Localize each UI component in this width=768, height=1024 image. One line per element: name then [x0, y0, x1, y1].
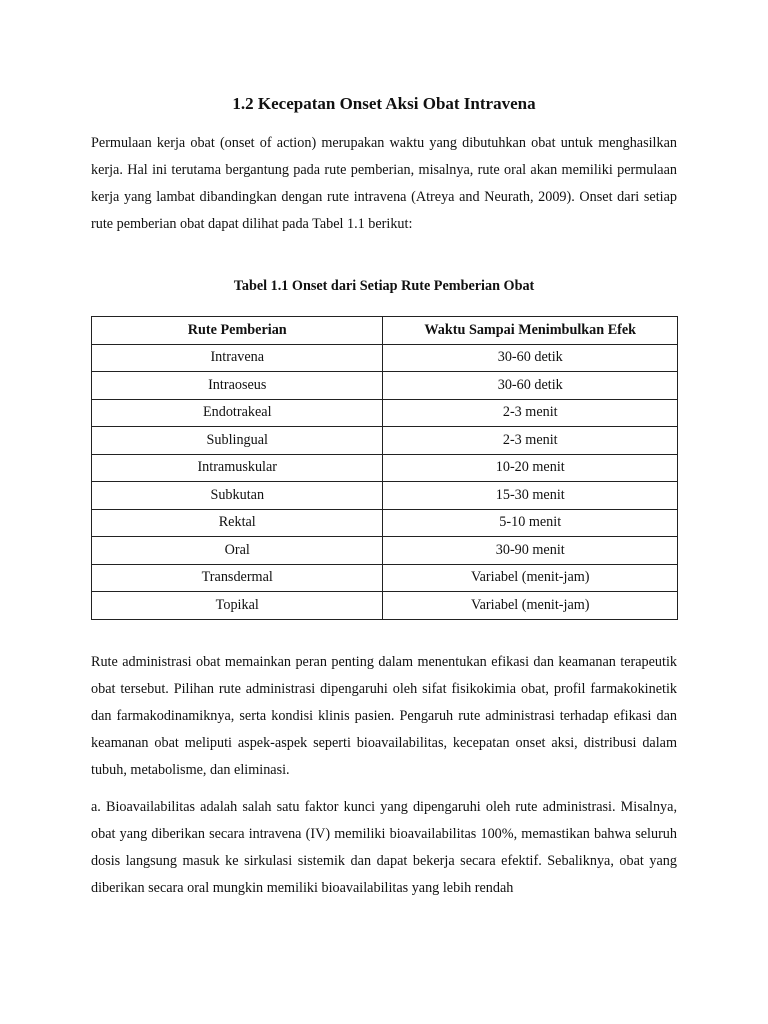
onset-table: [91, 316, 678, 620]
time-cell: 30-90 menit: [383, 537, 678, 565]
time-cell: 10-20 menit: [383, 454, 678, 482]
table-row: [92, 592, 678, 620]
route-cell: Intravena: [92, 344, 383, 372]
table-header-row: [92, 317, 678, 345]
time-cell: 30-60 detik: [383, 344, 678, 372]
route-cell: Sublingual: [92, 427, 383, 455]
route-cell: Oral: [92, 537, 383, 565]
section-heading: 1.2 Kecepatan Onset Aksi Obat Intravena: [232, 94, 536, 113]
table-row: [92, 509, 678, 537]
table-row: [92, 399, 678, 427]
header-onset-time: Waktu Sampai Menimbulkan Efek: [383, 317, 678, 345]
route-cell: Intraoseus: [92, 372, 383, 400]
intro-paragraph: Permulaan kerja obat (onset of action) merupakan waktu yang dibutuhkan obat untuk menghasilkan kerja. Hal ini terutama bergantung pada rute pemberian, misalnya, rute oral akan memiliki permulaan kerja yang lambat dibandingkan dengan rute intravena (Atreya and Neurath, 2009). Onset dari setiap rute pemberian obat dapat dilihat pada Tabel 1.1 berikut:: [91, 135, 677, 232]
table-row: [92, 537, 678, 565]
time-cell: 30-60 detik: [383, 372, 678, 400]
body-paragraph-bioavailability: a. Bioavailabilitas adalah salah satu faktor kunci yang dipengaruhi oleh rute administrasi. Misalnya, obat yang diberikan secara intravena (IV) memiliki bioavailabilitas 100%, memastikan bahwa seluruh dosis langsung masuk ke sirkulasi sistemik dan dapat bekerja secara efektif. Sebaliknya, obat yang diberikan secara oral mungkin memiliki bioavailabilitas yang lebih rendah: [91, 799, 677, 896]
table-row: [92, 482, 678, 510]
body-paragraph-route-role: Rute administrasi obat memainkan peran penting dalam menentukan efikasi dan keamanan terapeutik obat tersebut. Pilihan rute administrasi dipengaruhi oleh sifat fisikokimia obat, profil farmakokinetik dan farmakodinamiknya, serta kondisi klinis pasien. Pengaruh rute administrasi terhadap efikasi dan keamanan obat meliputi aspek-aspek seperti bioavailabilitas, kecepatan onset aksi, distribusi dalam tubuh, metabolisme, dan eliminasi.: [91, 654, 677, 778]
route-cell: Endotrakeal: [92, 399, 383, 427]
route-cell: Subkutan: [92, 482, 383, 510]
time-cell: 5-10 menit: [383, 509, 678, 537]
table-row: [92, 564, 678, 592]
table-row: [92, 344, 678, 372]
time-cell: Variabel (menit-jam): [383, 592, 678, 620]
table-row: [92, 372, 678, 400]
header-route: Rute Pemberian: [92, 317, 383, 345]
time-cell: 15-30 menit: [383, 482, 678, 510]
table-caption: Tabel 1.1 Onset dari Setiap Rute Pemberian Obat: [233, 278, 535, 294]
table-row: [92, 427, 678, 455]
table-row: [92, 454, 678, 482]
route-cell: Topikal: [92, 592, 383, 620]
time-cell: Variabel (menit-jam): [383, 564, 678, 592]
route-cell: Rektal: [92, 509, 383, 537]
time-cell: 2-3 menit: [383, 399, 678, 427]
route-cell: Transdermal: [92, 564, 383, 592]
time-cell: 2-3 menit: [383, 427, 678, 455]
route-cell: Intramuskular: [92, 454, 383, 482]
